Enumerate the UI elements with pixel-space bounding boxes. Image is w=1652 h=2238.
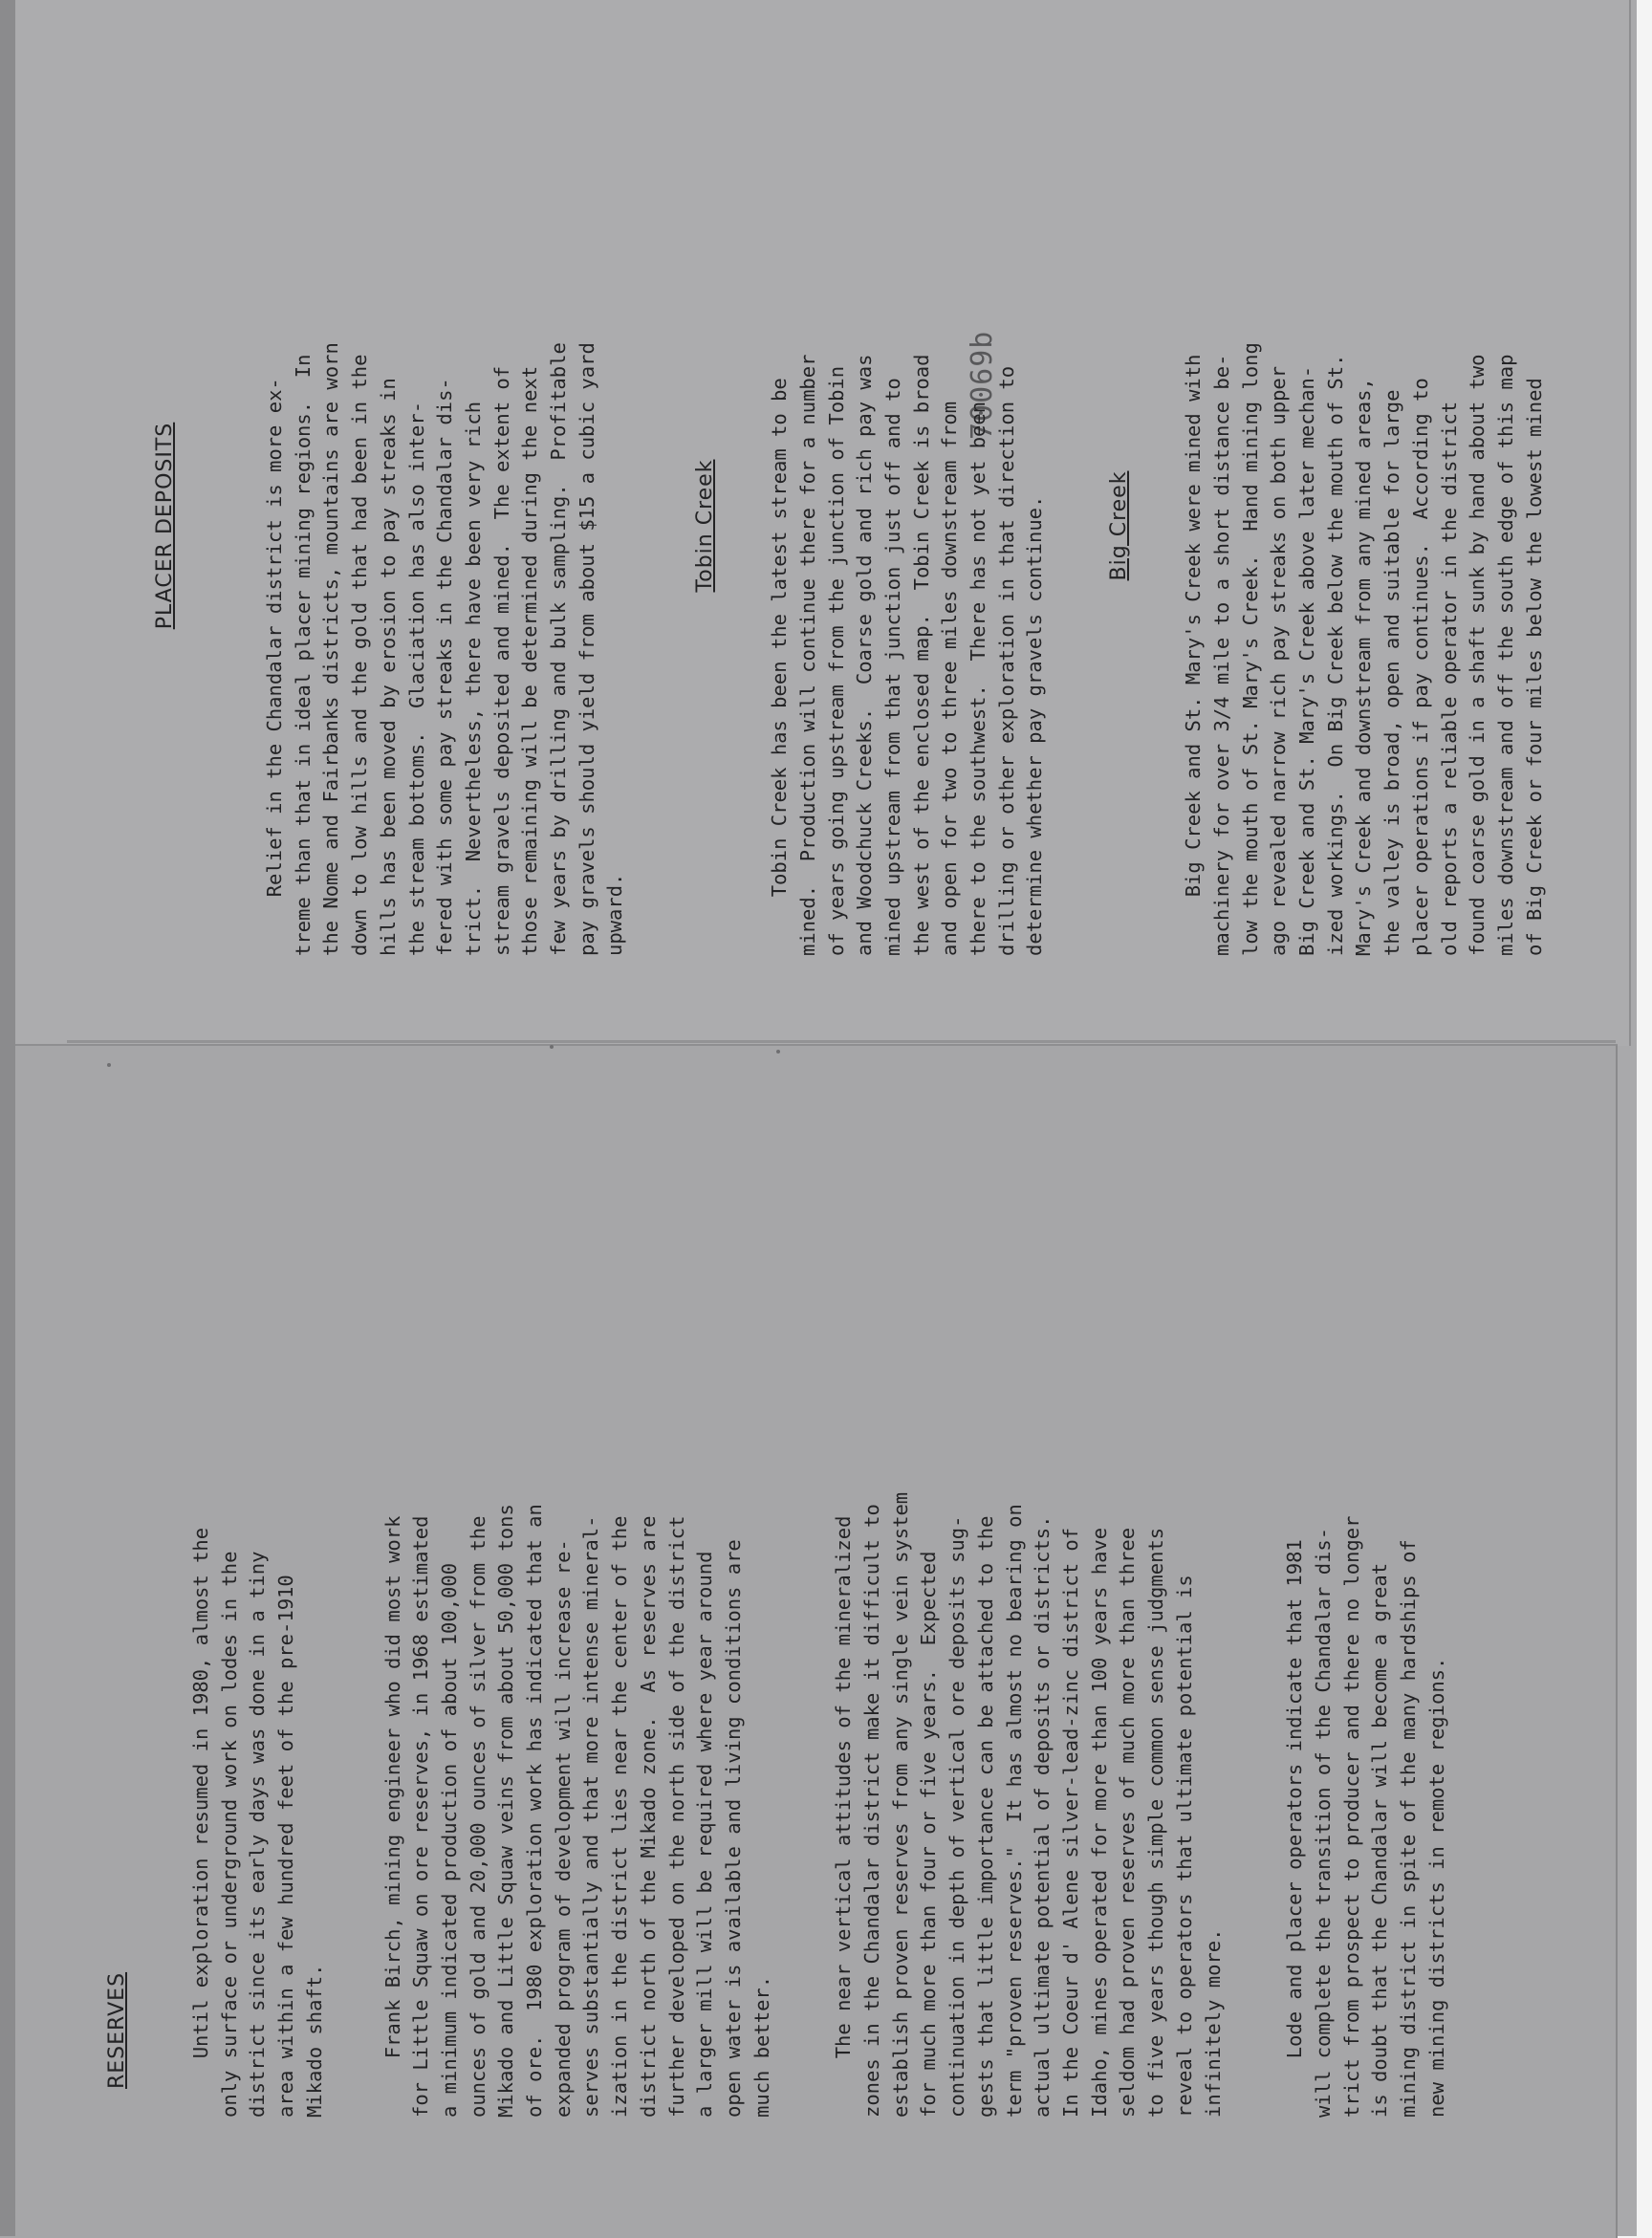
scan-speck	[550, 1045, 554, 1049]
placer-deposits-heading: PLACER DEPOSITS	[153, 422, 177, 630]
reserves-paragraph-1: Until exploration resumed in 1980, almost the only surface or underground work on lodes in the district since its early days was done in a tiny area within a few hundred feet of the pre-1910 Mikado shaft.	[189, 1527, 326, 2118]
reserves-heading: RESERVES	[105, 1971, 129, 2089]
placer-intro-paragraph: Relief in the Chandalar district is more ex- treme than that in ideal placer mining regions. In the Nome and Fairbanks districts, mountains are worn down to low hills and the gold that had been in the hills has been moved by erosion to pay streaks in the stream bottoms. Glaciation has also inter- fered with some pay streaks in the Chandalar dis- trict. Nevertheless, there have been very rich stream gravels deposited and mined. The extent of those remaining will be determined during the next few years by drilling and bulk sampling. Profitable pay gravels should yield from about $15 a cubic yard upward.	[263, 342, 627, 956]
scan-speck	[107, 1063, 111, 1067]
document-stamp: 70069b	[966, 330, 999, 440]
tobin-creek-paragraph: Tobin Creek has been the latest stream to be mined. Production will continue there for a number of years going upstream from the junction of Tobin and Woodchuck Creeks. Coarse gold and rich pay was mined upstream from that junction just off and to the west of the enclosed map. Tobin Creek is broad and open for two to three miles downstream from there to the southwest. There has not yet been drilling or other exploration in that direction to determine whether pay gravels continue.	[768, 354, 1047, 956]
big-creek-heading: Big Creek	[1107, 470, 1132, 581]
placer-deposits-section	[153, 96, 1546, 956]
big-creek-paragraph: Big Creek and St. Mary's Creek were mined with machinery for over 3/4 mile to a short distance be- low the mouth of St. Mary's Creek. Hand mining long ago revealed narrow rich pay streaks on both upper Big Creek and St. Mary's Creek above later mechan- ized workings. On Big Creek below the mouth of St. Mary's Creek and downstream from any mined areas, the valley is broad, open and suitable for large placer operations if pay continues. According to old reports a reliable operator in the district found coarse gold in a shaft sunk by hand about two miles downstream and off the south edge of this map of Big Creek or four miles below the lowest mined	[1182, 342, 1546, 956]
reserves-paragraph-2: Frank Birch, mining engineer who did most work for Little Squaw on ore reserves, in 1968 estimated a minimum indicated production of about 100,000 ounces of gold and 20,000 ounces of silver from the Mikado and Little Squaw veins from about 50,000 tons of ore. 1980 exploration work has indicated that an expanded program of development will increase re- serves substantially and that more intense mineral- ization in the district lies near the center of the district north of the Mikado zone. As reserves are further developed on the north side of the district a larger mill will be required where year around open water is available and living conditions are much better.	[380, 1504, 773, 2118]
reserves-paragraph-4: Lode and placer operators indicate that 1981 will complete the transition of the Chandalar dis- trict from prospect to producer and there no longer is doubt that the Chandalar will become a great mining district in spite of the many hardships of new mining districts in remote regions.	[1283, 1515, 1448, 2118]
reserves-paragraph-3: The near vertical attitudes of the mineralized zones in the Chandalar district make it difficult to establish proven reserves from any single vein system for much more than four or five years. Expected continuation in depth of vertical ore deposits sug- gests that little importance can be attached to the term "proven reserves." It has almost no bearing on actual ultimate potential of deposits or districts. In the Coeur d' Alene silver-lead-zinc district of Idaho, mines operated for more than 100 years have seldom had proven reserves of much more than three to five years though simple common sense judgments reveal to operators that ultimate potential is infinitely more.	[832, 1491, 1225, 2118]
scan-speck	[776, 1050, 780, 1054]
reserves-section	[105, 1076, 1448, 2118]
scan-edge-shadow	[0, 0, 15, 2236]
page-fold	[67, 1040, 1616, 1043]
tobin-creek-heading: Tobin Creek	[693, 459, 718, 593]
